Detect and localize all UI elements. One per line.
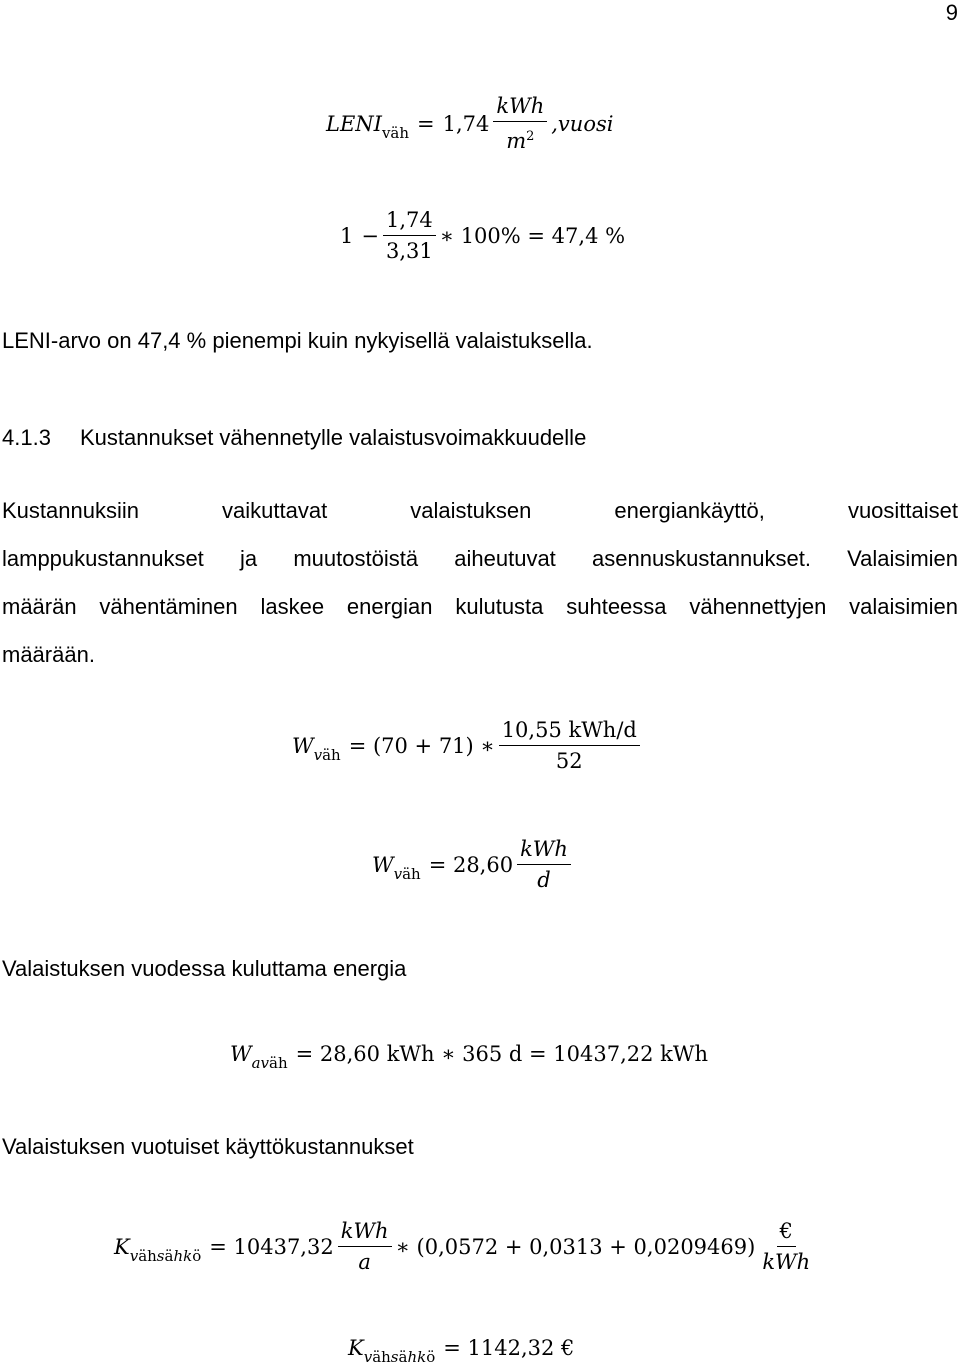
paragraph: Kustannuksiin vaikuttavat valaistuksen energiankäyttö, vuosittaiset lamppukustannukset ja muutostöistä aiheutuvat asennuskustannukset. Valaisimien määrän vähentäminen laskee energian kulutusta suhteessa vähennettyjen valaisimien määrään.: [2, 498, 958, 667]
fraction: $\frac{\text{10,55 kWh/d}}{52}$: [499, 717, 640, 774]
equation-daily-energy: W väh = (70 + 71) ∗ $\frac{\text{10,55 kWh/d}}{52}$: [292, 717, 644, 774]
equation-daily-energy-result: W väh = 28,60 $\frac{\text{kWh}}{d}$: [372, 836, 575, 893]
page-number: 9: [945, 0, 958, 25]
fraction: $\frac{\text{kWh}}{a}$: [338, 1218, 392, 1275]
equation-percentage: 1 − $\frac{1,74}{3,31}$ ∗ 100% = 47,4 %: [340, 208, 626, 263]
equation-annual-cost: K vähsähkö = 10437,32 $\frac{\text{kWh}}{a}$ ∗ (0,0572 + 0,0313 + 0,0209469) $\frac{€}{\text{kWh}}$: [114, 1218, 817, 1275]
annual-cost-label: Valaistuksen vuotuiset käyttökustannukset: [2, 1134, 414, 1159]
equation-annual-cost-result: K vähsähkö = 1142,32 €: [348, 1336, 575, 1366]
equation-annual-energy: W aväh = 28,60 kWh ∗ 365 d = 10437,22 kWh: [230, 1042, 709, 1072]
equation-leni: LENI väh = 1,74 $\frac{\text{kWh}}{m^2}$ ,vuosi: [326, 94, 614, 153]
fraction: $\frac{1,74}{3,31}$: [383, 207, 436, 264]
section-heading: 4.1.3 Kustannukset vähennetylle valaistusvoimakkuudelle: [2, 425, 587, 450]
fraction: $\frac{€}{\text{kWh}}$: [762, 1219, 811, 1274]
result-sentence: LENI-arvo on 47,4 % pienempi kuin nykyisellä valaistuksella.: [2, 328, 593, 353]
annual-energy-label: Valaistuksen vuodessa kuluttama energia: [2, 956, 407, 981]
fraction: $\frac{\text{kWh}}{m^2}$: [493, 93, 547, 154]
fraction: $\frac{\text{kWh}}{d}$: [517, 836, 571, 893]
